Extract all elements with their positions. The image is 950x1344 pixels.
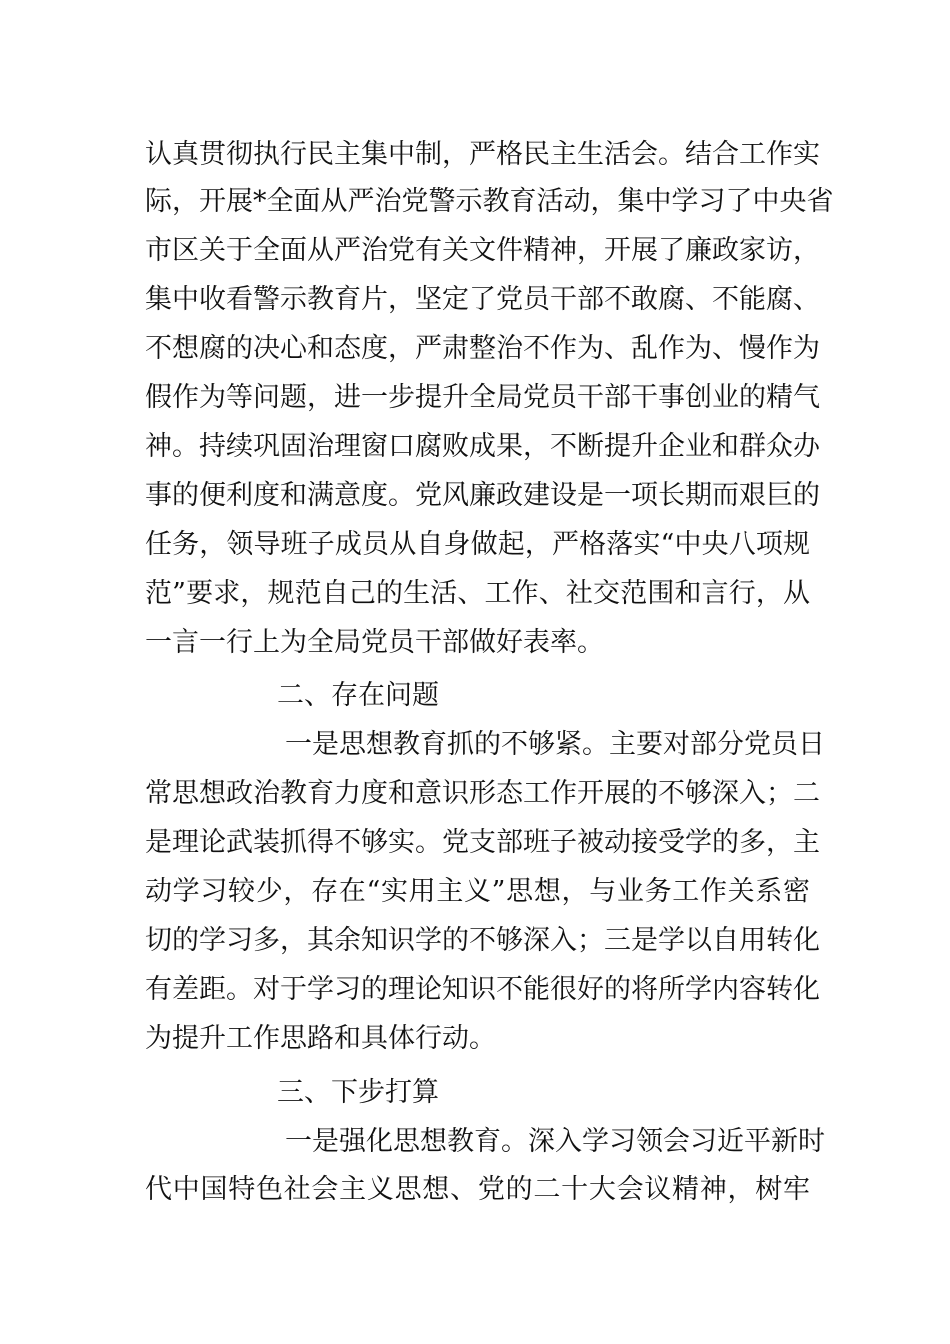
paragraph-1-line-7: 神。持续巩固治理窗口腐败成果，不断提升企业和群众办 xyxy=(145,431,820,462)
paragraph-1-line-5: 不想腐的决心和态度，严肃整治不作为、乱作为、慢作为 xyxy=(145,333,820,364)
paragraph-2-line-6: 有差距。对于学习的理论知识不能很好的将所学内容转化 xyxy=(145,974,820,1005)
paragraph-1-line-2: 际，开展*全面从严治党警示教育活动，集中学习了中央省 xyxy=(145,186,834,217)
paragraph-1-line-8: 事的便利度和满意度。党风廉政建设是一项长期而艰巨的 xyxy=(145,480,820,511)
paragraph-2-line-2: 常思想政治教育力度和意识形态工作开展的不够深入；二 xyxy=(145,778,820,809)
paragraph-2-line-4: 动学习较少，存在“实用主义”思想，与业务工作关系密 xyxy=(145,876,810,907)
paragraph-3-line-1: 一是强化思想教育。深入学习领会习近平新时 xyxy=(285,1126,825,1157)
paragraph-1-line-6: 假作为等问题，进一步提升全局党员干部干事创业的精气 xyxy=(145,382,820,413)
paragraph-2-line-3: 是理论武装抓得不够实。党支部班子被动接受学的多，主 xyxy=(145,827,820,858)
paragraph-1-line-11: 一言一行上为全局党员干部做好表率。 xyxy=(145,627,604,658)
paragraph-1-line-3: 市区关于全面从严治党有关文件精神，开展了廉政家访， xyxy=(145,235,820,266)
paragraph-1-line-10: 范”要求，规范自己的生活、工作、社交范围和言行，从 xyxy=(145,578,810,609)
paragraph-3-line-2: 代中国特色社会主义思想、党的二十大会议精神，树牢 xyxy=(145,1174,810,1205)
paragraph-1-line-4: 集中收看警示教育片，坚定了党员干部不敢腐、不能腐、 xyxy=(145,284,820,315)
paragraph-2-line-1: 一是思想教育抓的不够紧。主要对部分党员日 xyxy=(285,729,825,760)
paragraph-1-line-1: 认真贯彻执行民主集中制，严格民主生活会。结合工作实 xyxy=(145,139,820,170)
paragraph-1-line-9: 任务，领导班子成员从自身做起，严格落实“中央八项规 xyxy=(145,529,810,560)
section-heading-next-steps: 三、下步打算 xyxy=(277,1077,439,1108)
paragraph-2-line-5: 切的学习多，其余知识学的不够深入；三是学以自用转化 xyxy=(145,925,820,956)
paragraph-2-line-7: 为提升工作思路和具体行动。 xyxy=(145,1023,496,1054)
section-heading-issues: 二、存在问题 xyxy=(277,680,439,711)
